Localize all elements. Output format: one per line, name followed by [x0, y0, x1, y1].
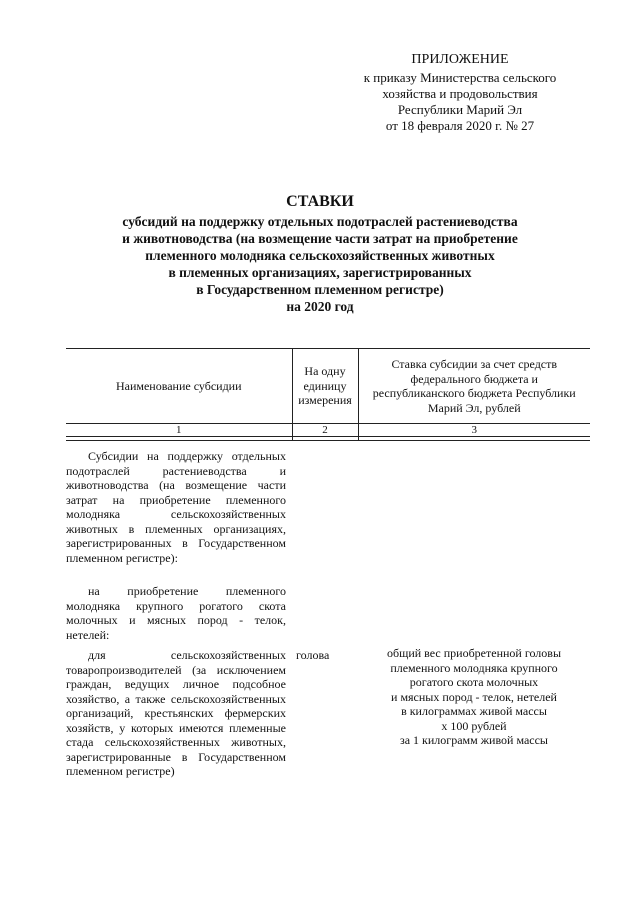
unit-cell: голова	[296, 648, 330, 662]
title-line: в племенных организациях, зарегистрированных	[168, 265, 472, 280]
title-line: в Государственном племенном регистре)	[196, 282, 444, 297]
table-row	[66, 584, 590, 646]
unit-cell	[292, 441, 358, 585]
rate-line: племенного молодняка крупного	[390, 660, 558, 675]
table-header-row	[66, 349, 590, 424]
title-line: субсидий на поддержку отдельных подотраслей растениеводства	[122, 214, 518, 229]
column-number-row	[66, 424, 590, 437]
table-row	[66, 441, 590, 585]
rate-line: рогатого скота молочных	[409, 675, 539, 689]
appendix-line: Республики Марий Эл	[397, 102, 523, 117]
appendix-line: хозяйства и продовольствия	[382, 86, 538, 101]
appendix-line: к приказу Министерства сельского	[363, 70, 557, 85]
rate-cell	[358, 441, 590, 585]
rate-line: за 1 килограмм живой массы	[399, 733, 548, 747]
appendix-block	[330, 52, 590, 134]
rate-cell	[358, 584, 590, 646]
column-number: 3	[358, 424, 590, 437]
rate-cell	[358, 646, 590, 779]
title-main: СТАВКИ	[286, 193, 354, 210]
appendix-heading: ПРИЛОЖЕНИЕ	[411, 52, 509, 67]
rate-line: в килограммах живой массы	[401, 704, 547, 718]
appendix-line: от 18 февраля 2020 г. № 27	[385, 118, 535, 133]
rate-line: общий вес приобретенной головы	[386, 646, 562, 660]
title-line: племенного молодняка сельскохозяйственных животных	[145, 248, 495, 263]
rate-line: x 100 рублей	[441, 718, 507, 733]
subsidy-name: Субсидии на поддержку отдельных подотраслей растениеводства и животноводства (на возмещение части затрат на приобретение племенного молодняка сельскохозяйственных животных в племенных организациях, зарегистрированных в Государственном племенном регистре):	[66, 449, 286, 565]
subsidy-name: для сельскохозяйственных товаропроизводителей (за исключением граждан, ведущих личное подсобное хозяйство, а также сельскохозяйственных организаций, крестьянских фермерских хозяйств, у которых имеются племенные стада сельскохозяйственных животных, зарегистрированные в Государственном племенном регистре)	[66, 648, 286, 778]
title-line: и животноводства (на возмещение части затрат на приобретение	[122, 231, 518, 246]
header-unit: На одну единицу измерения	[292, 349, 358, 424]
column-number: 2	[292, 424, 358, 437]
subsidy-name: на приобретение племенного молодняка крупного рогатого скота молочных и мясных пород - телок, нетелей:	[66, 584, 286, 642]
header-name: Наименование субсидии	[66, 349, 292, 424]
column-number: 1	[66, 424, 292, 437]
rate-line: и мясных пород - телок, нетелей	[391, 689, 557, 704]
header-rate: Ставка субсидии за счет средств федерального бюджета и республиканского бюджета Республики Марий Эл, рублей	[358, 349, 590, 424]
unit-cell	[292, 584, 358, 646]
table-row	[66, 646, 590, 779]
rates-table	[66, 348, 590, 779]
document-title	[60, 192, 580, 315]
title-line: на 2020 год	[286, 299, 354, 314]
